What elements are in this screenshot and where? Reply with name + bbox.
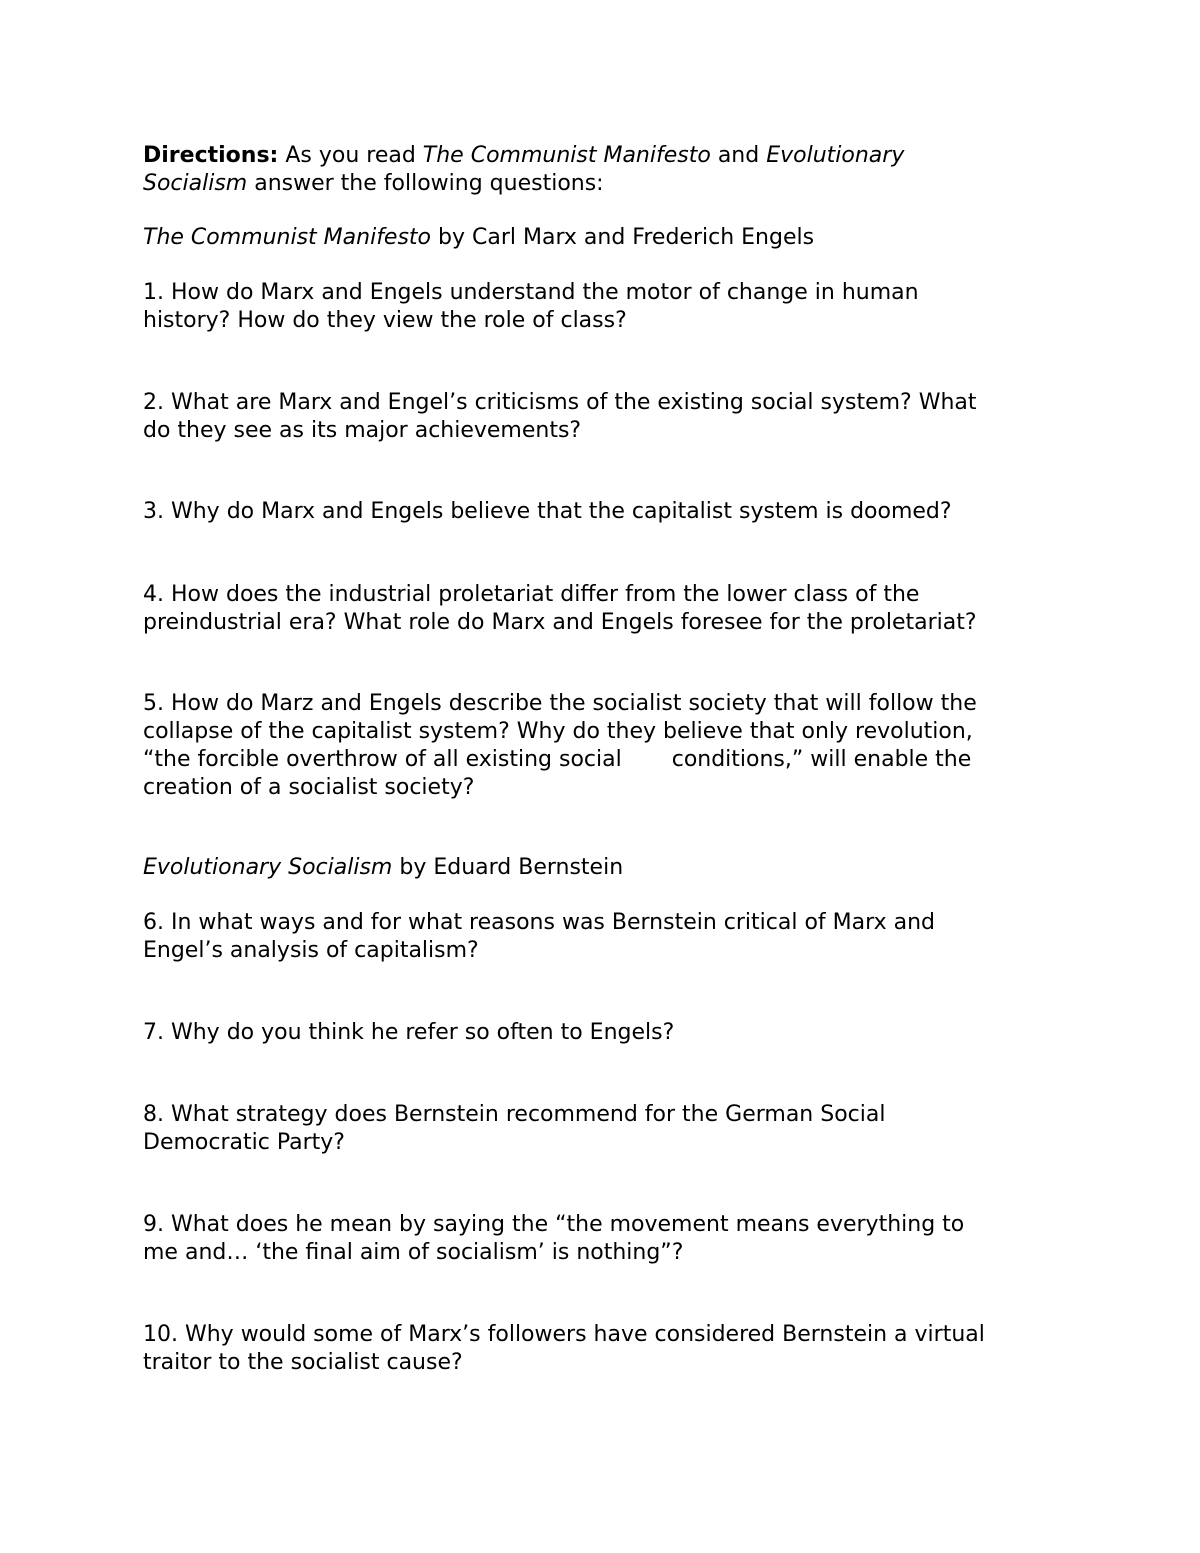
question-line: 8. What strategy does Bernstein recommend for the German Social bbox=[143, 1102, 886, 1127]
question-line: 2. What are Marx and Engel’s criticisms of the existing social system? What bbox=[143, 390, 977, 415]
question-line: 9. What does he mean by saying the “the movement means everything to bbox=[143, 1212, 965, 1237]
directions-paragraph bbox=[143, 142, 1063, 198]
section-heading-evolutionary bbox=[143, 854, 1063, 882]
question-line: 3. Why do Marx and Engels believe that the capitalist system is doomed? bbox=[143, 499, 952, 524]
question-line: Engel’s analysis of capitalism? bbox=[143, 938, 479, 963]
question-line: collapse of the capitalist system? Why do they believe that only revolution, bbox=[143, 719, 973, 744]
directions-label: Directions: bbox=[143, 143, 279, 168]
directions-title-socialism: Socialism bbox=[143, 171, 248, 196]
section-heading-line bbox=[143, 224, 1063, 252]
section-heading-manifesto bbox=[143, 224, 1063, 252]
question-line: 7. Why do you think he refer so often to Engels? bbox=[143, 1020, 675, 1045]
question-line-part: “the forcible overthrow of all existing social bbox=[143, 747, 622, 772]
question-10 bbox=[143, 1321, 1063, 1377]
directions-text-and: and bbox=[710, 143, 767, 168]
question-8 bbox=[143, 1101, 1063, 1157]
question-line: Democratic Party? bbox=[143, 1130, 345, 1155]
section-byline: by Eduard Bernstein bbox=[392, 855, 624, 880]
section-title: The Communist Manifesto bbox=[143, 225, 432, 250]
question-9 bbox=[143, 1211, 1063, 1267]
question-line: 6. In what ways and for what reasons was Bernstein critical of Marx and bbox=[143, 910, 935, 935]
question-line: 5. How do Marz and Engels describe the socialist society that will follow the bbox=[143, 691, 977, 716]
question-6 bbox=[143, 909, 1063, 965]
question-line: creation of a socialist society? bbox=[143, 775, 475, 800]
question-line-part: conditions,” will enable the bbox=[671, 747, 972, 772]
directions-text: As you read bbox=[278, 143, 423, 168]
question-line: preindustrial era? What role do Marx and Engels foresee for the proletariat? bbox=[143, 610, 977, 635]
question-3 bbox=[143, 498, 1063, 526]
section-byline: by Carl Marx and Frederich Engels bbox=[431, 225, 815, 250]
question-line: me and… ‘the final aim of socialism’ is nothing”? bbox=[143, 1240, 684, 1265]
question-line: 10. Why would some of Marx’s followers have considered Bernstein a virtual bbox=[143, 1322, 985, 1347]
question-7 bbox=[143, 1019, 1063, 1047]
question-4 bbox=[143, 581, 1063, 637]
directions-line-1 bbox=[143, 142, 1063, 170]
directions-line-2 bbox=[143, 170, 1063, 198]
question-line: do they see as its major achievements? bbox=[143, 418, 582, 443]
question-5 bbox=[143, 690, 1063, 802]
question-line: history? How do they view the role of class? bbox=[143, 308, 627, 333]
question-line: 4. How does the industrial proletariat differ from the lower class of the bbox=[143, 582, 920, 607]
question-2 bbox=[143, 389, 1063, 445]
question-1 bbox=[143, 279, 1063, 335]
directions-title-manifesto: The Communist Manifesto bbox=[422, 143, 711, 168]
directions-text-answer: answer the following questions: bbox=[247, 171, 604, 196]
section-title: Evolutionary Socialism bbox=[143, 855, 393, 880]
question-line bbox=[143, 746, 1063, 774]
question-line: 1. How do Marx and Engels understand the motor of change in human bbox=[143, 280, 919, 305]
directions-title-evolutionary: Evolutionary bbox=[766, 143, 905, 168]
question-line: traitor to the socialist cause? bbox=[143, 1350, 463, 1375]
section-heading-line bbox=[143, 854, 1063, 882]
